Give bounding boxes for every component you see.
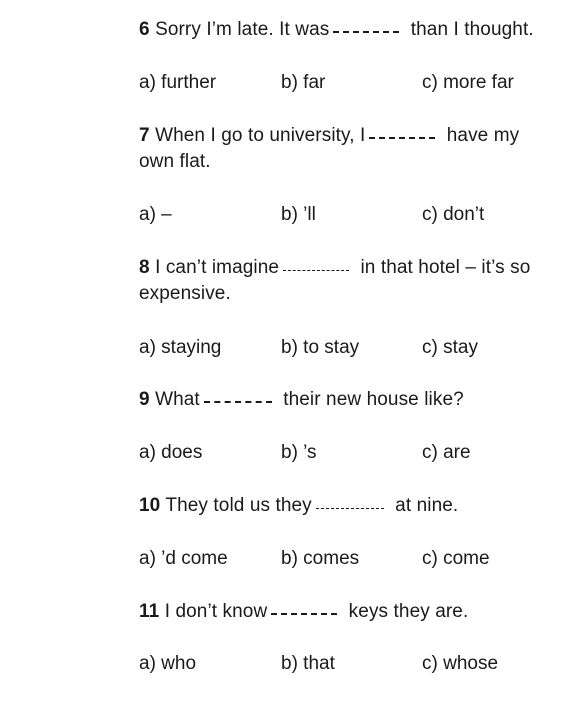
option-c[interactable]: c) come	[422, 548, 490, 569]
question-text-after: have my own flat.	[139, 125, 520, 172]
answer-options-7	[139, 202, 559, 228]
question-text-before: When I go to university, I	[155, 125, 366, 146]
answer-blank	[271, 613, 337, 615]
option-b[interactable]: b) far	[281, 72, 326, 93]
option-a[interactable]: a) –	[139, 204, 172, 225]
question-text-after: in that hotel – it’s so expensive.	[139, 257, 531, 304]
option-b[interactable]: b) ’s	[281, 442, 317, 463]
question-11	[139, 599, 559, 625]
question-number: 9	[139, 389, 150, 410]
question-number: 6	[139, 19, 150, 40]
answer-options-9	[139, 440, 559, 466]
answer-options-8	[139, 335, 559, 361]
option-c[interactable]: c) stay	[422, 337, 478, 358]
answer-blank	[283, 270, 349, 271]
option-c[interactable]: c) are	[422, 442, 471, 463]
answer-blank	[316, 508, 384, 509]
answer-options-10	[139, 546, 559, 572]
question-number: 7	[139, 125, 150, 146]
answer-options-11	[139, 651, 559, 677]
option-a[interactable]: a) further	[139, 72, 217, 93]
answer-blank	[333, 31, 399, 33]
question-text-after: at nine.	[395, 495, 459, 516]
question-8	[139, 255, 559, 307]
answer-options-6	[139, 70, 559, 96]
option-a[interactable]: a) ’d come	[139, 548, 228, 569]
option-c[interactable]: c) more far	[422, 72, 514, 93]
option-a[interactable]: a) does	[139, 442, 203, 463]
question-9	[139, 387, 559, 413]
answer-blank	[204, 401, 272, 403]
option-b[interactable]: b) ’ll	[281, 204, 316, 225]
question-text-before: I don’t know	[164, 601, 268, 622]
question-number: 8	[139, 257, 150, 278]
option-a[interactable]: a) staying	[139, 337, 222, 358]
question-6	[139, 17, 559, 43]
question-text-after: keys they are.	[348, 601, 469, 622]
option-b[interactable]: b) that	[281, 653, 335, 674]
option-a[interactable]: a) who	[139, 653, 197, 674]
question-text-before: I can’t imagine	[155, 257, 280, 278]
question-number: 10	[139, 495, 161, 516]
question-number: 11	[139, 601, 160, 622]
answer-blank	[369, 137, 435, 139]
option-c[interactable]: c) whose	[422, 653, 499, 674]
question-text-after: than I thought.	[410, 19, 534, 40]
question-text-after: their new house like?	[283, 389, 464, 410]
option-b[interactable]: b) to stay	[281, 337, 360, 358]
question-text-before: They told us they	[165, 495, 312, 516]
option-b[interactable]: b) comes	[281, 548, 360, 569]
question-text-before: What	[155, 389, 200, 410]
question-10	[139, 493, 559, 519]
option-c[interactable]: c) don’t	[422, 204, 485, 225]
question-text-before: Sorry I’m late. It was	[155, 19, 330, 40]
question-7	[139, 123, 559, 175]
